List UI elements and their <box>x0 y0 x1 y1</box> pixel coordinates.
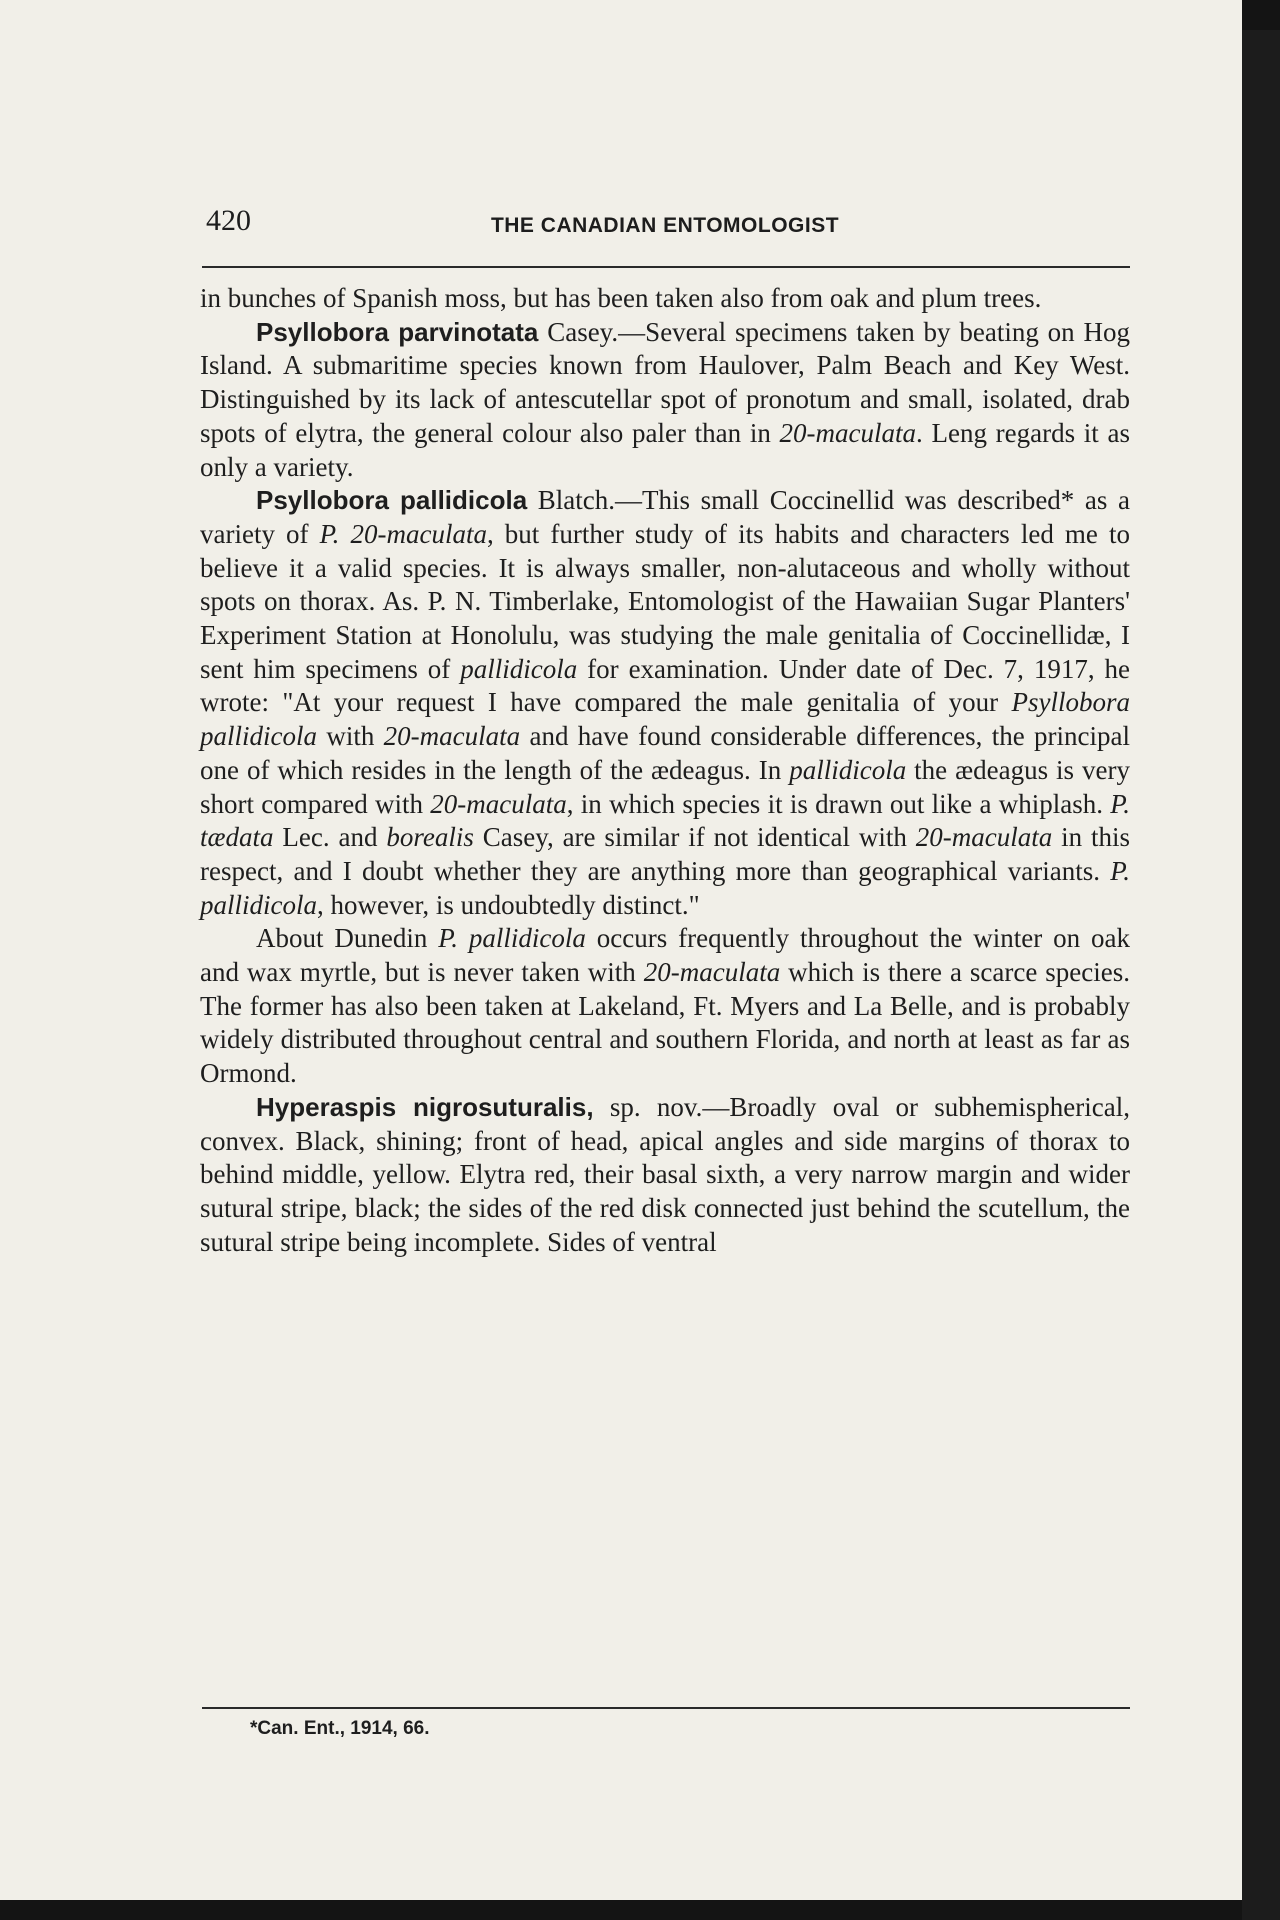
italic-term: 20-maculata <box>915 822 1053 853</box>
italic-term: 20-maculata <box>643 957 781 988</box>
text-run: occurs frequently throughout the winter on oak and wax myrtle, but is never taken with <box>200 923 1131 988</box>
italic-term: pallidicola <box>460 653 578 684</box>
binding-edge <box>1242 30 1280 1920</box>
running-title: THE CANADIAN ENTOMOLOGIST <box>490 214 840 237</box>
text-run: sp. nov.—Broadly oval or subhemispherical, convex. Black, shining; front of head, apical angles and side margins of thorax to behind middle, yellow. Elytra red, their basal sixth, a very narrow margin and wider sutural stripe, black; the sides of the red disk connected just behind the scutellum, the sutural stripe being incomplete. Sides of ventral <box>200 1091 1130 1257</box>
text-run: About Dunedin <box>256 923 439 954</box>
text-run: , in which species it is drawn out like a whiplash. <box>566 788 1111 819</box>
footnote-rule <box>202 1707 1130 1709</box>
paragraph <box>200 316 1130 485</box>
italic-term: 20-maculata <box>430 788 567 819</box>
italic-term: borealis <box>386 822 474 853</box>
text-run: Lec. and <box>273 822 387 853</box>
text-run: Casey.—Several specimens taken by beating on Hog Island. A submaritime species known from Haulover, Palm Beach and Key West. Distinguished by its lack of antescutellar spot of pronotum and small, isolated, drab spots of elytra, the general colour also paler than in <box>200 316 1130 448</box>
text-run: . Leng regards it as only a variety. <box>200 417 1130 482</box>
page-number: 420 <box>206 204 251 237</box>
italic-term: P. tædata <box>200 788 1130 853</box>
text-run: , but further study of its habits and characters led me to believe it a valid species. It is always smaller, non-alutaceous and wholly without spots on thorax. As. P. N. Timberlake, Entomologist of the Hawaiian Sugar Planters' Experiment Station at Honolulu, was studying the male genitalia of Coccinellidæ, I sent him specimens of <box>200 518 1130 684</box>
italic-term: P. pallidicola <box>200 855 1130 920</box>
paragraph <box>200 1091 1130 1260</box>
page-header <box>200 200 1130 250</box>
taxon-name: Psyllobora parvinotata <box>256 316 539 347</box>
italic-term: P. 20-maculata <box>319 518 487 549</box>
body-text <box>200 282 1130 1259</box>
italic-term: Psyllobora pallidicola <box>200 687 1130 752</box>
italic-term: pallidicola <box>789 754 907 785</box>
text-run: in this respect, and I doubt whether they are anything more than geographical variants. <box>200 822 1130 886</box>
text-run: the ædeagus is very short compared with <box>200 754 1131 819</box>
text-run: which is there a scarce species. The former has also been taken at Lakeland, Ft. Myers and La Belle, and is probably widely distributed throughout central and southern Florida, and north at least as far as Ormond. <box>200 957 1130 1089</box>
italic-term: 20-maculata <box>779 417 917 448</box>
text-run: for examination. Under date of Dec. 7, 1917, he wrote: "At your request I have compared the male genitalia of your <box>200 653 1130 718</box>
text-run: Casey, are similar if not identical with <box>473 822 916 853</box>
text-run: with <box>317 721 384 752</box>
text-run: and have found considerable differences, the principal one of which resides in the length of the ædeagus. In <box>200 721 1130 785</box>
paragraph <box>200 922 1130 1091</box>
taxon-name: Hyperaspis nigrosuturalis, <box>256 1091 594 1122</box>
taxon-name: Psyllobora pallidicola <box>256 485 528 516</box>
paragraph <box>200 484 1130 922</box>
italic-term: P. pallidicola <box>438 923 586 954</box>
text-run: in bunches of Spanish moss, but has been taken also from oak and plum trees. <box>200 283 1042 313</box>
footnote: *Can. Ent., 1914, 66. <box>250 1718 430 1739</box>
paragraph <box>200 282 1130 316</box>
text-run: , however, is undoubtedly distinct." <box>317 889 700 920</box>
italic-term: 20-maculata <box>383 721 521 752</box>
header-rule <box>202 266 1130 268</box>
text-run: Blatch.—This small Coccinellid was described* as a variety of <box>200 485 1130 549</box>
